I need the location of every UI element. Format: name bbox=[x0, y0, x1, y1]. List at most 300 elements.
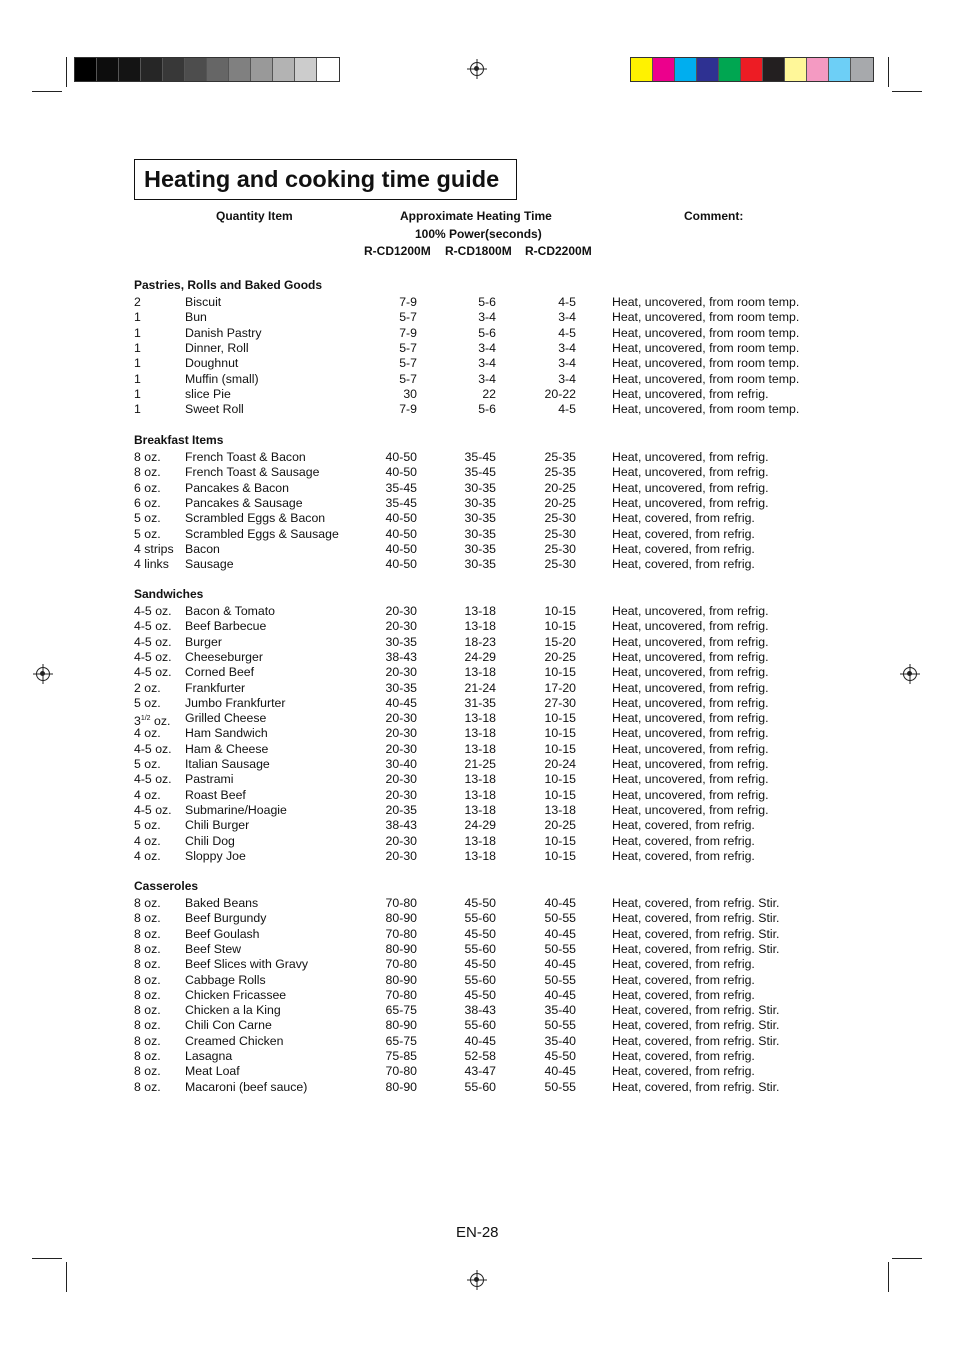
item-cell: French Toast & Sausage bbox=[185, 465, 320, 480]
comment-cell: Heat, covered, from refrig. bbox=[612, 987, 755, 1002]
time-r-cd1800m-cell: 30-35 bbox=[464, 526, 496, 541]
section-title: Sandwiches bbox=[134, 587, 204, 601]
time-r-cd2200m-cell: 20-25 bbox=[544, 818, 576, 833]
time-r-cd1800m-cell: 22 bbox=[482, 386, 496, 401]
quantity-cell: 1 bbox=[134, 356, 141, 371]
item-cell: Pancakes & Sausage bbox=[185, 495, 303, 510]
quantity-cell: 4 oz. bbox=[134, 787, 161, 802]
quantity-unit: oz. bbox=[150, 714, 171, 729]
time-r-cd1200m-cell: 75-85 bbox=[385, 1049, 417, 1063]
time-r-cd1800m-cell: 13-18 bbox=[464, 802, 496, 817]
color-swatch bbox=[719, 58, 741, 81]
table-row bbox=[0, 295, 954, 310]
quantity-cell: 1 bbox=[134, 310, 141, 325]
time-r-cd1200m-cell: 20-30 bbox=[385, 619, 417, 634]
time-r-cd1800m-cell: 13-18 bbox=[464, 741, 496, 756]
time-r-cd1800m-cell: 3-4 bbox=[478, 340, 496, 355]
process-color-bar bbox=[630, 57, 874, 82]
time-r-cd1200m-cell: 35-45 bbox=[385, 480, 417, 495]
table-row bbox=[0, 942, 954, 957]
quantity-cell: 8 oz. bbox=[134, 896, 161, 910]
table-row bbox=[0, 604, 954, 619]
quantity-cell: 4 strips bbox=[134, 541, 174, 556]
grayscale-color-bar bbox=[74, 57, 340, 82]
quantity-fraction: 1/2 bbox=[140, 715, 151, 723]
comment-cell: Heat, covered, from refrig. Stir. bbox=[612, 911, 780, 926]
color-swatch bbox=[317, 58, 339, 81]
time-r-cd1800m-cell: 13-18 bbox=[464, 772, 496, 787]
quantity-cell: 4-5 oz. bbox=[134, 619, 172, 634]
table-row bbox=[0, 742, 954, 757]
time-r-cd1200m-cell: 7-9 bbox=[399, 325, 417, 340]
color-swatch bbox=[295, 58, 317, 81]
time-r-cd2200m-cell: 10-15 bbox=[544, 726, 576, 741]
time-r-cd2200m-cell: 40-45 bbox=[544, 987, 576, 1002]
time-r-cd2200m-cell: 10-15 bbox=[544, 741, 576, 756]
time-r-cd1200m-cell: 80-90 bbox=[385, 941, 417, 956]
quantity-cell: 5 oz. bbox=[134, 818, 161, 833]
comment-cell: Heat, uncovered, from refrig. bbox=[612, 465, 769, 480]
page-number: EN-28 bbox=[456, 1224, 499, 1241]
comment-cell: Heat, uncovered, from refrig. bbox=[612, 634, 769, 649]
time-r-cd2200m-cell: 3-4 bbox=[558, 310, 576, 325]
time-r-cd2200m-cell: 40-45 bbox=[544, 896, 576, 910]
comment-cell: Heat, uncovered, from refrig. bbox=[612, 741, 769, 756]
time-r-cd1200m-cell: 30-35 bbox=[385, 634, 417, 649]
quantity-cell: 4 oz. bbox=[134, 848, 161, 863]
time-r-cd2200m-cell: 40-45 bbox=[544, 1064, 576, 1079]
color-swatch bbox=[785, 58, 807, 81]
comment-cell: Heat, covered, from refrig. Stir. bbox=[612, 1018, 780, 1033]
time-r-cd1200m-cell: 20-30 bbox=[385, 726, 417, 741]
time-r-cd1800m-cell: 55-60 bbox=[464, 911, 496, 926]
header-power: 100% Power(seconds) bbox=[415, 227, 542, 241]
quantity-cell: 8 oz. bbox=[134, 987, 161, 1002]
section-title: Pastries, Rolls and Baked Goods bbox=[134, 278, 323, 292]
quantity-cell: 4-5 oz. bbox=[134, 772, 172, 787]
time-r-cd2200m-cell: 15-20 bbox=[544, 634, 576, 649]
comment-cell: Heat, uncovered, from room temp. bbox=[612, 402, 800, 417]
item-cell: Jumbo Frankfurter bbox=[185, 695, 286, 710]
quantity-cell: 8 oz. bbox=[134, 941, 161, 956]
table-row bbox=[0, 1018, 954, 1033]
table-row bbox=[0, 511, 954, 526]
item-cell: Bun bbox=[185, 310, 207, 325]
item-cell: slice Pie bbox=[185, 386, 231, 401]
time-r-cd2200m-cell: 4-5 bbox=[558, 295, 576, 309]
time-r-cd2200m-cell: 10-15 bbox=[544, 604, 576, 618]
time-r-cd1200m-cell: 20-35 bbox=[385, 802, 417, 817]
time-r-cd2200m-cell: 50-55 bbox=[544, 1018, 576, 1033]
time-r-cd2200m-cell: 4-5 bbox=[558, 325, 576, 340]
color-swatch bbox=[631, 58, 653, 81]
header-quantity-item: Quantity Item bbox=[216, 209, 293, 223]
time-r-cd1200m-cell: 20-30 bbox=[385, 787, 417, 802]
quantity-cell: 4 oz. bbox=[134, 726, 161, 741]
comment-cell: Heat, uncovered, from refrig. bbox=[612, 619, 769, 634]
time-r-cd2200m-cell: 35-40 bbox=[544, 1033, 576, 1048]
crop-mark bbox=[888, 57, 889, 87]
time-r-cd2200m-cell: 25-30 bbox=[544, 526, 576, 541]
time-r-cd2200m-cell: 10-15 bbox=[544, 772, 576, 787]
time-r-cd2200m-cell: 10-15 bbox=[544, 848, 576, 863]
item-cell: Bacon bbox=[185, 541, 220, 556]
time-r-cd2200m-cell: 25-30 bbox=[544, 557, 576, 572]
item-cell: Chicken Fricassee bbox=[185, 987, 287, 1002]
comment-cell: Heat, uncovered, from room temp. bbox=[612, 371, 800, 386]
time-r-cd1200m-cell: 80-90 bbox=[385, 1018, 417, 1033]
comment-cell: Heat, uncovered, from refrig. bbox=[612, 450, 769, 464]
time-r-cd1800m-cell: 3-4 bbox=[478, 371, 496, 386]
time-r-cd1200m-cell: 40-50 bbox=[385, 526, 417, 541]
table-row bbox=[0, 542, 954, 557]
item-cell: Muffin (small) bbox=[185, 371, 259, 386]
table-row bbox=[0, 450, 954, 465]
time-r-cd2200m-cell: 10-15 bbox=[544, 833, 576, 848]
time-r-cd1200m-cell: 40-50 bbox=[385, 450, 417, 464]
table-row bbox=[0, 818, 954, 833]
time-r-cd1800m-cell: 24-29 bbox=[464, 649, 496, 664]
section-title: Casseroles bbox=[134, 879, 199, 893]
item-cell: Pancakes & Bacon bbox=[185, 480, 289, 495]
time-r-cd1800m-cell: 43-47 bbox=[464, 1064, 496, 1079]
table-row bbox=[0, 927, 954, 942]
quantity-cell: 5 oz. bbox=[134, 757, 161, 771]
comment-cell: Heat, uncovered, from refrig. bbox=[612, 495, 769, 510]
crop-mark bbox=[892, 1258, 922, 1259]
quantity-cell: 8 oz. bbox=[134, 911, 161, 926]
color-swatch bbox=[207, 58, 229, 81]
time-r-cd1800m-cell: 21-25 bbox=[464, 757, 496, 771]
comment-cell: Heat, covered, from refrig. bbox=[612, 1049, 755, 1063]
item-cell: Biscuit bbox=[185, 295, 222, 309]
time-r-cd1800m-cell: 55-60 bbox=[464, 972, 496, 987]
item-cell: Macaroni (beef sauce) bbox=[185, 1079, 308, 1094]
time-r-cd2200m-cell: 40-45 bbox=[544, 926, 576, 941]
item-cell: Sloppy Joe bbox=[185, 848, 246, 863]
time-r-cd2200m-cell: 50-55 bbox=[544, 941, 576, 956]
table-row bbox=[0, 481, 954, 496]
color-swatch bbox=[141, 58, 163, 81]
table-row bbox=[0, 1003, 954, 1018]
comment-cell: Heat, covered, from refrig. bbox=[612, 526, 755, 541]
time-r-cd2200m-cell: 10-15 bbox=[544, 787, 576, 802]
item-cell: Sweet Roll bbox=[185, 402, 244, 417]
table-row bbox=[0, 973, 954, 988]
comment-cell: Heat, uncovered, from refrig. bbox=[612, 665, 769, 680]
table-row bbox=[0, 465, 954, 480]
table-row bbox=[0, 402, 954, 417]
table-row bbox=[0, 988, 954, 1003]
item-cell: Corned Beef bbox=[185, 665, 255, 680]
table-row bbox=[0, 803, 954, 818]
color-swatch bbox=[251, 58, 273, 81]
table-row bbox=[0, 1034, 954, 1049]
item-cell: Dinner, Roll bbox=[185, 340, 249, 355]
quantity-cell: 5 oz. bbox=[134, 695, 161, 710]
comment-cell: Heat, covered, from refrig. bbox=[612, 511, 755, 526]
color-swatch bbox=[697, 58, 719, 81]
table-row bbox=[0, 834, 954, 849]
color-swatch bbox=[229, 58, 251, 81]
item-cell: Meat Loaf bbox=[185, 1064, 240, 1079]
time-r-cd1200m-cell: 38-43 bbox=[385, 649, 417, 664]
quantity-cell: 2 bbox=[134, 295, 141, 309]
comment-cell: Heat, covered, from refrig. Stir. bbox=[612, 941, 780, 956]
item-cell: Baked Beans bbox=[185, 896, 259, 910]
time-r-cd1200m-cell: 70-80 bbox=[385, 987, 417, 1002]
time-r-cd1800m-cell: 3-4 bbox=[478, 356, 496, 371]
comment-cell: Heat, uncovered, from refrig. bbox=[612, 772, 769, 787]
item-cell: Burger bbox=[185, 634, 222, 649]
time-r-cd1200m-cell: 30-40 bbox=[385, 757, 417, 771]
quantity-cell: 4-5 oz. bbox=[134, 634, 172, 649]
comment-cell: Heat, covered, from refrig. bbox=[612, 957, 755, 972]
comment-cell: Heat, covered, from refrig. bbox=[612, 1064, 755, 1079]
time-r-cd1200m-cell: 40-45 bbox=[385, 695, 417, 710]
section-title: Breakfast Items bbox=[134, 433, 224, 447]
item-cell: Chicken a la King bbox=[185, 1003, 281, 1018]
time-r-cd1200m-cell: 65-75 bbox=[385, 1033, 417, 1048]
quantity-cell: 1 bbox=[134, 325, 141, 340]
quantity-cell: 4-5 oz. bbox=[134, 665, 172, 680]
table-row bbox=[0, 356, 954, 371]
item-cell: Scrambled Eggs & Sausage bbox=[185, 526, 339, 541]
table-row bbox=[0, 849, 954, 864]
page-title: Heating and cooking time guide bbox=[134, 159, 517, 200]
comment-cell: Heat, covered, from refrig. bbox=[612, 557, 755, 572]
table-row bbox=[0, 635, 954, 650]
time-r-cd1800m-cell: 18-23 bbox=[464, 634, 496, 649]
time-r-cd1800m-cell: 35-45 bbox=[464, 465, 496, 480]
item-cell: Ham & Cheese bbox=[185, 741, 269, 756]
item-cell: Chili Burger bbox=[185, 818, 250, 833]
quantity-cell: 8 oz. bbox=[134, 1018, 161, 1033]
header-model-3: R-CD2200M bbox=[525, 244, 592, 258]
time-r-cd1800m-cell: 45-50 bbox=[464, 957, 496, 972]
time-r-cd1200m-cell: 38-43 bbox=[385, 818, 417, 833]
time-r-cd1200m-cell: 40-50 bbox=[385, 557, 417, 572]
comment-cell: Heat, uncovered, from refrig. bbox=[612, 604, 769, 618]
item-cell: Grilled Cheese bbox=[185, 711, 267, 726]
table-row bbox=[0, 387, 954, 402]
time-r-cd1200m-cell: 80-90 bbox=[385, 1079, 417, 1094]
item-cell: Pastrami bbox=[185, 772, 234, 787]
time-r-cd1200m-cell: 40-50 bbox=[385, 465, 417, 480]
table-row bbox=[0, 619, 954, 634]
quantity-cell: 4-5 oz. bbox=[134, 649, 172, 664]
table-row bbox=[0, 757, 954, 772]
time-r-cd1800m-cell: 30-35 bbox=[464, 511, 496, 526]
item-cell: Cabbage Rolls bbox=[185, 972, 266, 987]
table-row bbox=[0, 911, 954, 926]
time-r-cd2200m-cell: 25-35 bbox=[544, 450, 576, 464]
time-r-cd2200m-cell: 20-25 bbox=[544, 480, 576, 495]
comment-cell: Heat, uncovered, from room temp. bbox=[612, 310, 800, 325]
quantity-cell: 4-5 oz. bbox=[134, 604, 172, 618]
comment-cell: Heat, uncovered, from room temp. bbox=[612, 356, 800, 371]
time-r-cd2200m-cell: 45-50 bbox=[544, 1049, 576, 1063]
time-r-cd1200m-cell: 20-30 bbox=[385, 741, 417, 756]
color-swatch bbox=[185, 58, 207, 81]
color-swatch bbox=[851, 58, 873, 81]
time-r-cd1800m-cell: 31-35 bbox=[464, 695, 496, 710]
quantity-cell: 4 oz. bbox=[134, 833, 161, 848]
time-r-cd2200m-cell: 4-5 bbox=[558, 402, 576, 417]
item-cell: Beef Goulash bbox=[185, 926, 260, 941]
quantity-cell: 1 bbox=[134, 340, 141, 355]
item-cell: Lasagna bbox=[185, 1049, 233, 1063]
time-r-cd1200m-cell: 20-30 bbox=[385, 711, 417, 726]
time-r-cd1200m-cell: 80-90 bbox=[385, 911, 417, 926]
time-r-cd1800m-cell: 13-18 bbox=[464, 604, 496, 618]
time-r-cd1800m-cell: 52-58 bbox=[464, 1049, 496, 1063]
item-cell: Beef Slices with Gravy bbox=[185, 957, 309, 972]
item-cell: Ham Sandwich bbox=[185, 726, 268, 741]
time-r-cd1800m-cell: 30-35 bbox=[464, 541, 496, 556]
time-r-cd1200m-cell: 40-50 bbox=[385, 541, 417, 556]
time-r-cd1800m-cell: 13-18 bbox=[464, 726, 496, 741]
time-r-cd2200m-cell: 3-4 bbox=[558, 371, 576, 386]
time-r-cd2200m-cell: 25-30 bbox=[544, 511, 576, 526]
table-row bbox=[0, 326, 954, 341]
time-r-cd2200m-cell: 27-30 bbox=[544, 695, 576, 710]
comment-cell: Heat, uncovered, from room temp. bbox=[612, 295, 800, 309]
quantity-cell: 5 oz. bbox=[134, 526, 161, 541]
table-row bbox=[0, 372, 954, 387]
table-row bbox=[0, 896, 954, 911]
time-r-cd2200m-cell: 25-30 bbox=[544, 541, 576, 556]
time-r-cd1200m-cell: 7-9 bbox=[399, 295, 417, 309]
time-r-cd1200m-cell: 7-9 bbox=[399, 402, 417, 417]
time-r-cd2200m-cell: 20-25 bbox=[544, 495, 576, 510]
table-row bbox=[0, 310, 954, 325]
quantity-whole: 3 bbox=[134, 714, 141, 729]
item-cell: French Toast & Bacon bbox=[185, 450, 306, 464]
comment-cell: Heat, uncovered, from refrig. bbox=[612, 386, 769, 401]
color-swatch bbox=[119, 58, 141, 81]
comment-cell: Heat, covered, from refrig. bbox=[612, 818, 755, 833]
crop-mark bbox=[892, 91, 922, 92]
time-r-cd1200m-cell: 5-7 bbox=[399, 356, 417, 371]
comment-cell: Heat, covered, from refrig. bbox=[612, 541, 755, 556]
item-cell: Scrambled Eggs & Bacon bbox=[185, 511, 326, 526]
comment-cell: Heat, uncovered, from refrig. bbox=[612, 757, 769, 771]
time-r-cd2200m-cell: 10-15 bbox=[544, 665, 576, 680]
item-cell: Beef Burgundy bbox=[185, 911, 267, 926]
comment-cell: Heat, covered, from refrig. bbox=[612, 833, 755, 848]
item-cell: Bacon & Tomato bbox=[185, 604, 276, 618]
comment-cell: Heat, uncovered, from refrig. bbox=[612, 787, 769, 802]
item-cell: Doughnut bbox=[185, 356, 239, 371]
quantity-cell: 8 oz. bbox=[134, 450, 161, 464]
color-swatch bbox=[741, 58, 763, 81]
time-r-cd1800m-cell: 13-18 bbox=[464, 665, 496, 680]
time-r-cd1200m-cell: 70-80 bbox=[385, 1064, 417, 1079]
time-r-cd2200m-cell: 3-4 bbox=[558, 340, 576, 355]
color-swatch bbox=[653, 58, 675, 81]
time-r-cd1800m-cell: 38-43 bbox=[464, 1003, 496, 1018]
table-row bbox=[0, 772, 954, 787]
item-cell: Cheeseburger bbox=[185, 649, 263, 664]
table-row bbox=[0, 711, 954, 729]
table-row bbox=[0, 788, 954, 803]
time-r-cd1800m-cell: 30-35 bbox=[464, 480, 496, 495]
time-r-cd2200m-cell: 35-40 bbox=[544, 1003, 576, 1018]
color-swatch bbox=[273, 58, 295, 81]
comment-cell: Heat, uncovered, from refrig. bbox=[612, 695, 769, 710]
comment-cell: Heat, uncovered, from room temp. bbox=[612, 340, 800, 355]
item-cell: Sausage bbox=[185, 557, 234, 572]
time-r-cd1200m-cell: 20-30 bbox=[385, 772, 417, 787]
time-r-cd2200m-cell: 50-55 bbox=[544, 911, 576, 926]
comment-cell: Heat, uncovered, from refrig. bbox=[612, 649, 769, 664]
comment-cell: Heat, covered, from refrig. bbox=[612, 972, 755, 987]
crop-mark bbox=[32, 1258, 62, 1259]
color-swatch bbox=[763, 58, 785, 81]
quantity-cell: 8 oz. bbox=[134, 957, 161, 972]
time-r-cd2200m-cell: 3-4 bbox=[558, 356, 576, 371]
time-r-cd1800m-cell: 21-24 bbox=[464, 680, 496, 695]
item-cell: Beef Stew bbox=[185, 941, 242, 956]
time-r-cd1800m-cell: 45-50 bbox=[464, 896, 496, 910]
comment-cell: Heat, uncovered, from room temp. bbox=[612, 325, 800, 340]
crop-mark bbox=[66, 1262, 67, 1292]
quantity-cell: 4-5 oz. bbox=[134, 802, 172, 817]
time-r-cd1200m-cell: 5-7 bbox=[399, 371, 417, 386]
registration-mark-icon bbox=[470, 62, 484, 76]
item-cell: Danish Pastry bbox=[185, 325, 262, 340]
time-r-cd2200m-cell: 20-24 bbox=[544, 757, 576, 771]
comment-cell: Heat, uncovered, from refrig. bbox=[612, 802, 769, 817]
table-row bbox=[0, 696, 954, 711]
comment-cell: Heat, uncovered, from refrig. bbox=[612, 480, 769, 495]
item-cell: Roast Beef bbox=[185, 787, 246, 802]
crop-mark bbox=[888, 1262, 889, 1292]
comment-cell: Heat, covered, from refrig. Stir. bbox=[612, 1003, 780, 1018]
color-swatch bbox=[829, 58, 851, 81]
table-row bbox=[0, 726, 954, 741]
time-r-cd1200m-cell: 70-80 bbox=[385, 957, 417, 972]
header-comment: Comment: bbox=[684, 209, 744, 223]
table-row bbox=[0, 1049, 954, 1064]
time-r-cd2200m-cell: 40-45 bbox=[544, 957, 576, 972]
time-r-cd1800m-cell: 13-18 bbox=[464, 619, 496, 634]
crop-mark bbox=[32, 91, 62, 92]
time-r-cd1800m-cell: 55-60 bbox=[464, 1079, 496, 1094]
comment-cell: Heat, covered, from refrig. Stir. bbox=[612, 926, 780, 941]
quantity-cell: 8 oz. bbox=[134, 1079, 161, 1094]
quantity-cell: 1 bbox=[134, 371, 141, 386]
time-r-cd1800m-cell: 3-4 bbox=[478, 310, 496, 325]
time-r-cd1200m-cell: 20-30 bbox=[385, 604, 417, 618]
table-row bbox=[0, 557, 954, 572]
time-r-cd1800m-cell: 5-6 bbox=[478, 402, 496, 417]
time-r-cd1800m-cell: 45-50 bbox=[464, 926, 496, 941]
color-swatch bbox=[75, 58, 97, 81]
registration-mark-icon bbox=[470, 1273, 484, 1287]
time-r-cd1800m-cell: 13-18 bbox=[464, 711, 496, 726]
quantity-cell: 8 oz. bbox=[134, 1033, 161, 1048]
item-cell: Frankfurter bbox=[185, 680, 246, 695]
color-swatch bbox=[97, 58, 119, 81]
quantity-cell: 1 bbox=[134, 402, 141, 417]
comment-cell: Heat, covered, from refrig. Stir. bbox=[612, 1079, 780, 1094]
time-r-cd1200m-cell: 20-30 bbox=[385, 833, 417, 848]
time-r-cd2200m-cell: 17-20 bbox=[544, 680, 576, 695]
time-r-cd2200m-cell: 10-15 bbox=[544, 619, 576, 634]
comment-cell: Heat, uncovered, from refrig. bbox=[612, 680, 769, 695]
